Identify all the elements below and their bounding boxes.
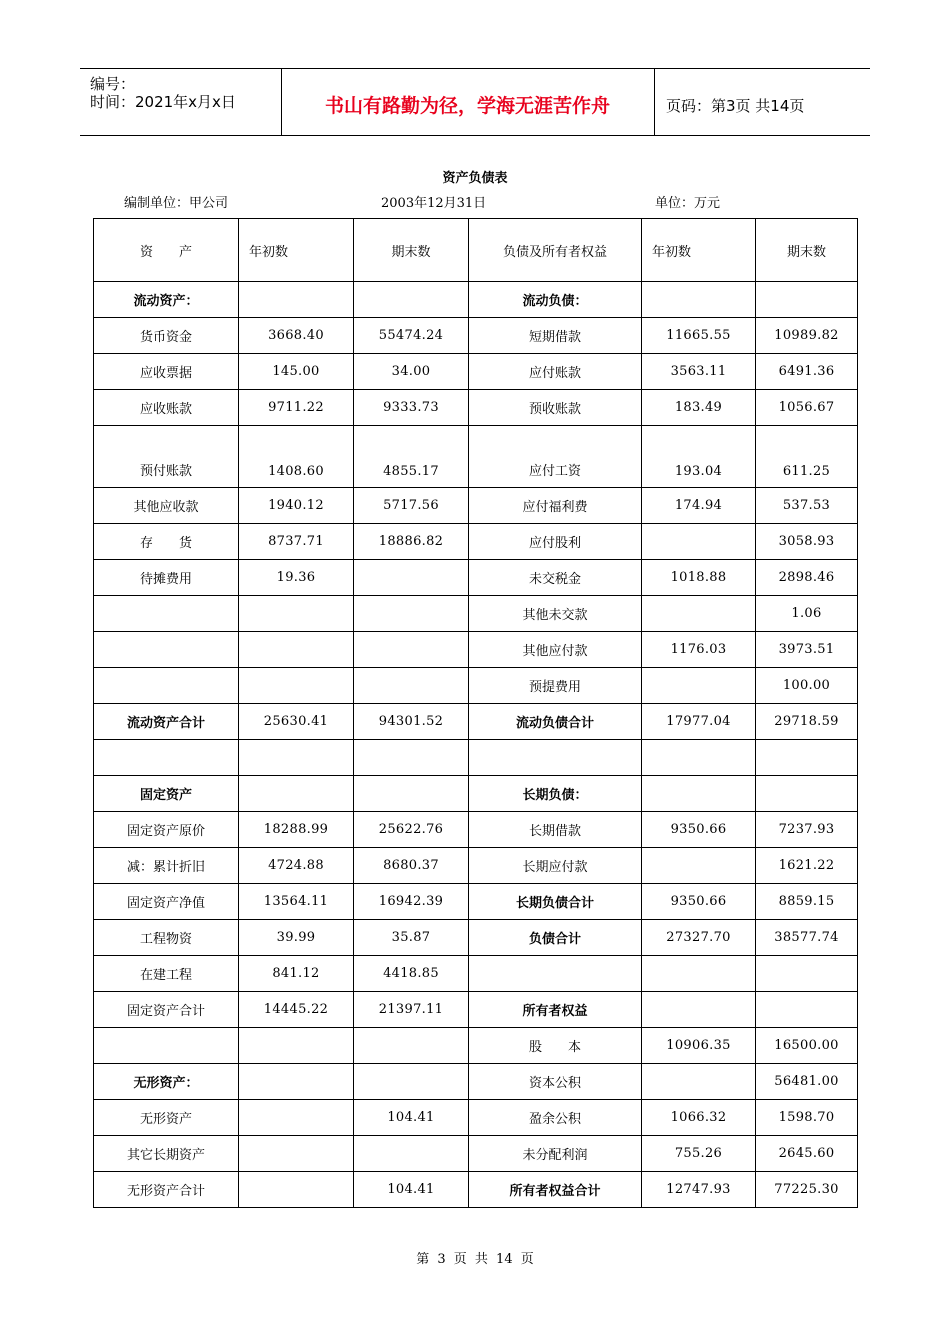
table-row	[94, 1028, 858, 1064]
amount-cell: 1066.32	[642, 1100, 756, 1136]
item-label-cell: 资本公积	[469, 1064, 642, 1100]
item-label-cell: 固定资产原价	[94, 812, 239, 848]
table-row	[94, 848, 858, 884]
amount-cell	[756, 740, 858, 776]
table-row	[94, 668, 858, 704]
item-label-cell	[94, 668, 239, 704]
amount-cell	[642, 524, 756, 560]
table-row	[94, 354, 858, 390]
page-title: 资产负债表	[442, 171, 508, 186]
table-row	[94, 1064, 858, 1100]
table-row	[94, 776, 858, 812]
item-label-cell: 减：累计折旧	[94, 848, 239, 884]
amount-cell: 8680.37	[354, 848, 469, 884]
item-label-cell: 其它长期资产	[94, 1136, 239, 1172]
amount-cell	[642, 596, 756, 632]
amount-cell: 755.26	[642, 1136, 756, 1172]
amount-cell: 537.53	[756, 488, 858, 524]
item-label-cell: 在建工程	[94, 956, 239, 992]
amount-cell: 16500.00	[756, 1028, 858, 1064]
item-label-cell	[94, 1028, 239, 1064]
amount-cell: 35.87	[354, 920, 469, 956]
amount-cell: 4855.17	[354, 426, 469, 488]
amount-cell	[354, 1064, 469, 1100]
amount-cell: 841.12	[239, 956, 354, 992]
amount-cell: 1940.12	[239, 488, 354, 524]
item-label-cell	[94, 740, 239, 776]
table-row	[94, 488, 858, 524]
amount-cell: 9350.66	[642, 812, 756, 848]
amount-cell: 18288.99	[239, 812, 354, 848]
amount-cell	[239, 776, 354, 812]
table-row	[94, 740, 858, 776]
amount-cell: 4418.85	[354, 956, 469, 992]
amount-cell	[642, 1064, 756, 1100]
amount-cell: 7237.93	[756, 812, 858, 848]
column-header: 期末数	[756, 219, 858, 282]
item-label-cell: 待摊费用	[94, 560, 239, 596]
amount-cell: 3563.11	[642, 354, 756, 390]
amount-cell: 8737.71	[239, 524, 354, 560]
amount-cell	[642, 282, 756, 318]
amount-cell	[354, 668, 469, 704]
item-label-cell: 其他应收款	[94, 488, 239, 524]
amount-cell	[239, 1136, 354, 1172]
amount-cell: 39.99	[239, 920, 354, 956]
table-row	[94, 560, 858, 596]
document-number-label: 编号：	[90, 75, 136, 93]
item-label-cell: 工程物资	[94, 920, 239, 956]
item-label-cell: 所有者权益合计	[469, 1172, 642, 1208]
amount-cell: 3668.40	[239, 318, 354, 354]
table-row	[94, 426, 858, 488]
amount-cell: 10906.35	[642, 1028, 756, 1064]
amount-cell: 38577.74	[756, 920, 858, 956]
item-label-cell: 无形资产合计	[94, 1172, 239, 1208]
table-row	[94, 956, 858, 992]
amount-cell	[239, 1100, 354, 1136]
amount-cell: 611.25	[756, 426, 858, 488]
amount-cell	[642, 740, 756, 776]
table-header-row	[94, 219, 858, 282]
amount-cell: 183.49	[642, 390, 756, 426]
table-row	[94, 632, 858, 668]
report-date: 2003年12月31日	[381, 196, 487, 211]
amount-cell	[239, 1064, 354, 1100]
amount-cell	[354, 596, 469, 632]
table-row	[94, 596, 858, 632]
amount-cell	[756, 956, 858, 992]
amount-cell: 29718.59	[756, 704, 858, 740]
amount-cell: 1.06	[756, 596, 858, 632]
item-label-cell: 预付账款	[94, 426, 239, 488]
amount-cell: 174.94	[642, 488, 756, 524]
item-label-cell: 应付工资	[469, 426, 642, 488]
amount-cell: 13564.11	[239, 884, 354, 920]
amount-cell: 34.00	[354, 354, 469, 390]
table-row	[94, 524, 858, 560]
amount-cell	[756, 776, 858, 812]
amount-cell	[239, 740, 354, 776]
item-label-cell: 应付账款	[469, 354, 642, 390]
item-label-cell	[94, 632, 239, 668]
table-row	[94, 920, 858, 956]
amount-cell: 55474.24	[354, 318, 469, 354]
item-label-cell: 股 本	[469, 1028, 642, 1064]
amount-cell: 9333.73	[354, 390, 469, 426]
amount-cell	[642, 956, 756, 992]
amount-cell: 2645.60	[756, 1136, 858, 1172]
amount-cell: 1598.70	[756, 1100, 858, 1136]
amount-cell: 10989.82	[756, 318, 858, 354]
column-header: 期末数	[354, 219, 469, 282]
amount-cell: 9350.66	[642, 884, 756, 920]
amount-cell: 19.36	[239, 560, 354, 596]
item-label-cell: 应收账款	[94, 390, 239, 426]
amount-cell	[239, 1028, 354, 1064]
item-label-cell: 流动资产合计	[94, 704, 239, 740]
amount-cell: 2898.46	[756, 560, 858, 596]
amount-cell	[642, 776, 756, 812]
amount-cell	[642, 848, 756, 884]
item-label-cell: 货币资金	[94, 318, 239, 354]
item-label-cell: 其他应付款	[469, 632, 642, 668]
item-label-cell: 流动资产：	[94, 282, 239, 318]
amount-cell	[354, 282, 469, 318]
amount-cell: 21397.11	[354, 992, 469, 1028]
header-motto: 书山有路勤为径，学海无涯苦作舟	[324, 95, 610, 117]
item-label-cell: 未交税金	[469, 560, 642, 596]
amount-cell	[642, 668, 756, 704]
item-label-cell: 流动负债：	[469, 282, 642, 318]
amount-cell	[354, 560, 469, 596]
item-label-cell: 无形资产：	[94, 1064, 239, 1100]
item-label-cell: 流动负债合计	[469, 704, 642, 740]
amount-cell: 12747.93	[642, 1172, 756, 1208]
table-row	[94, 1100, 858, 1136]
amount-cell	[239, 1172, 354, 1208]
item-label-cell: 应收票据	[94, 354, 239, 390]
amount-cell	[239, 668, 354, 704]
item-label-cell: 负债合计	[469, 920, 642, 956]
amount-cell: 18886.82	[354, 524, 469, 560]
column-header: 资 产	[94, 219, 239, 282]
amount-cell: 104.41	[354, 1172, 469, 1208]
amount-cell: 1621.22	[756, 848, 858, 884]
item-label-cell: 短期借款	[469, 318, 642, 354]
item-label-cell	[469, 956, 642, 992]
unit-label: 单位：万元	[655, 196, 721, 211]
amount-cell: 16942.39	[354, 884, 469, 920]
amount-cell: 94301.52	[354, 704, 469, 740]
item-label-cell	[94, 596, 239, 632]
item-label-cell: 所有者权益	[469, 992, 642, 1028]
amount-cell	[756, 992, 858, 1028]
document-time-label: 时间：2021年x月x日	[90, 93, 236, 111]
amount-cell: 6491.36	[756, 354, 858, 390]
balance-sheet-table	[93, 218, 858, 1208]
amount-cell: 14445.22	[239, 992, 354, 1028]
amount-cell	[756, 282, 858, 318]
table-row	[94, 704, 858, 740]
amount-cell: 8859.15	[756, 884, 858, 920]
table-row	[94, 1136, 858, 1172]
company-label: 编制单位：甲公司	[124, 196, 229, 211]
table-row	[94, 812, 858, 848]
item-label-cell: 固定资产合计	[94, 992, 239, 1028]
amount-cell	[354, 1136, 469, 1172]
amount-cell: 193.04	[642, 426, 756, 488]
item-label-cell: 长期借款	[469, 812, 642, 848]
table-row	[94, 282, 858, 318]
amount-cell: 1018.88	[642, 560, 756, 596]
item-label-cell: 固定资产净值	[94, 884, 239, 920]
amount-cell: 3973.51	[756, 632, 858, 668]
amount-cell	[239, 596, 354, 632]
document-header	[80, 68, 870, 136]
amount-cell: 77225.30	[756, 1172, 858, 1208]
amount-cell: 5717.56	[354, 488, 469, 524]
amount-cell	[354, 776, 469, 812]
item-label-cell: 长期负债合计	[469, 884, 642, 920]
item-label-cell: 预收账款	[469, 390, 642, 426]
item-label-cell: 预提费用	[469, 668, 642, 704]
amount-cell: 3058.93	[756, 524, 858, 560]
table-row	[94, 884, 858, 920]
amount-cell	[642, 992, 756, 1028]
amount-cell: 1176.03	[642, 632, 756, 668]
page-footer: 第 3 页 共 14 页	[416, 1252, 534, 1267]
amount-cell: 9711.22	[239, 390, 354, 426]
header-divider	[654, 69, 655, 135]
item-label-cell: 存 货	[94, 524, 239, 560]
item-label-cell	[469, 740, 642, 776]
item-label-cell: 长期应付款	[469, 848, 642, 884]
amount-cell: 100.00	[756, 668, 858, 704]
column-header: 年初数	[239, 219, 354, 282]
item-label-cell: 未分配利润	[469, 1136, 642, 1172]
column-header: 负债及所有者权益	[469, 219, 642, 282]
item-label-cell: 其他未交款	[469, 596, 642, 632]
amount-cell: 27327.70	[642, 920, 756, 956]
amount-cell: 17977.04	[642, 704, 756, 740]
amount-cell: 11665.55	[642, 318, 756, 354]
amount-cell: 104.41	[354, 1100, 469, 1136]
item-label-cell: 盈余公积	[469, 1100, 642, 1136]
table-row	[94, 390, 858, 426]
amount-cell: 1056.67	[756, 390, 858, 426]
table-row	[94, 992, 858, 1028]
item-label-cell: 固定资产	[94, 776, 239, 812]
item-label-cell: 应付股利	[469, 524, 642, 560]
amount-cell	[239, 632, 354, 668]
item-label-cell: 无形资产	[94, 1100, 239, 1136]
amount-cell: 25630.41	[239, 704, 354, 740]
item-label-cell: 应付福利费	[469, 488, 642, 524]
amount-cell	[354, 1028, 469, 1064]
amount-cell	[354, 740, 469, 776]
amount-cell	[354, 632, 469, 668]
amount-cell: 1408.60	[239, 426, 354, 488]
table-row	[94, 318, 858, 354]
item-label-cell: 长期负债：	[469, 776, 642, 812]
amount-cell: 56481.00	[756, 1064, 858, 1100]
amount-cell: 4724.88	[239, 848, 354, 884]
amount-cell: 145.00	[239, 354, 354, 390]
amount-cell: 25622.76	[354, 812, 469, 848]
amount-cell	[239, 282, 354, 318]
table-row	[94, 1172, 858, 1208]
header-page-info: 页码：第3页 共14页	[666, 97, 805, 115]
column-header: 年初数	[642, 219, 756, 282]
